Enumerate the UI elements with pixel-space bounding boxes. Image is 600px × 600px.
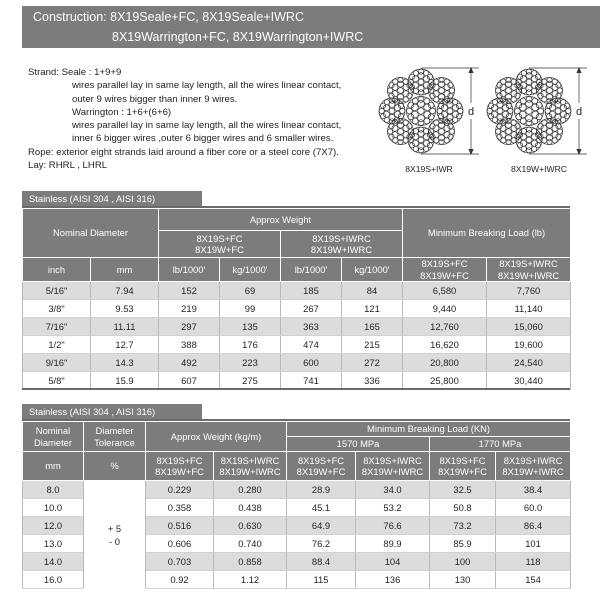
cell-1770-fc: 130 (430, 571, 496, 589)
cell-1570-fc: 28.9 (287, 481, 356, 499)
cell-mbl-iwrc: 7,760 (487, 282, 571, 300)
cell-mm: 10.0 (23, 499, 84, 517)
description-line: Lay: RHRL , LHRL (28, 160, 108, 172)
header-1770-iwrc (496, 452, 571, 481)
cell-1770-fc: 100 (430, 553, 496, 571)
table-row (23, 336, 571, 354)
header-min-breaking-load: Minimum Breaking Load (lb) (403, 209, 571, 258)
metric-spec-table (22, 421, 571, 589)
header-weight-sfc (146, 452, 214, 481)
cell-1570-fc: 45.1 (287, 499, 356, 517)
cell-mbl-iwrc: 19,600 (487, 336, 571, 354)
cell-kg-fc: 176 (220, 336, 281, 354)
header-unit-inch: inch (23, 258, 91, 282)
cell-mm: 14.0 (23, 553, 84, 571)
cell-1570-iwrc: 104 (356, 553, 430, 571)
header-1570-sfc (287, 452, 356, 481)
cell-mm: 11.11 (91, 318, 159, 336)
cell-mbl-iwrc: 11,140 (487, 300, 571, 318)
cell-lb-iwrc: 267 (281, 300, 342, 318)
cell-1770-iwrc: 118 (496, 553, 571, 571)
header-1770-sfc-line1: 8X19S+FC (439, 454, 486, 466)
cell-lb-fc: 297 (159, 318, 220, 336)
header-1770-iwrc-line1: 8X19S+IWRC (503, 454, 563, 466)
section-label-imperial: Stainless (AISI 304 , AISI 316) (22, 191, 202, 206)
cell-mbl-iwrc: 30,440 (487, 372, 571, 390)
cell-kg-iwrc: 336 (342, 372, 403, 390)
header-unit-lb-fc: lb/1000' (159, 258, 220, 282)
header-1570-sfc-line1: 8X19S+FC (297, 454, 345, 466)
header-nominal-diameter: Nominal Diameter (23, 209, 159, 258)
description-line: outer 9 wires bigger than inner 9 wires. (72, 93, 238, 105)
header-1570-mpa: 1570 MPa (287, 437, 430, 452)
header-approx-weight: Approx Weight (159, 209, 403, 231)
cell-1770-fc: 32.5 (430, 481, 496, 499)
cell-weight-fc: 0.516 (146, 517, 214, 535)
construction-line-1: Construction: 8X19Seale+FC, 8X19Seale+IWRC (33, 10, 304, 24)
rope-diagrams (376, 62, 596, 182)
header-unit-mm: mm (23, 452, 84, 481)
header-1770-sfc-line2: 8X19W+FC (438, 466, 487, 477)
table-bottom-rule (22, 388, 570, 390)
tolerance-line1: + 5 (107, 522, 122, 534)
svg-text:d: d (575, 106, 583, 118)
header-diameter-tolerance (84, 422, 146, 452)
svg-text:d: d (467, 106, 475, 118)
cell-1770-fc: 73.2 (430, 517, 496, 535)
cell-kg-iwrc: 165 (342, 318, 403, 336)
cell-1770-iwrc: 86.4 (496, 517, 571, 535)
header-group-sfc-line2: 8X19W+FC (195, 244, 244, 255)
cell-1770-iwrc: 154 (496, 571, 571, 589)
header-min-breaking-load: Minimum Breaking Load (KN) (287, 422, 571, 437)
cell-1770-iwrc: 60.0 (496, 499, 571, 517)
cell-weight-fc: 0.229 (146, 481, 214, 499)
cell-kg-iwrc: 84 (342, 282, 403, 300)
cell-1570-fc: 88.4 (287, 553, 356, 571)
cell-1570-iwrc: 89.9 (356, 535, 430, 553)
header-group-iwrc (281, 231, 403, 258)
header-unit-kg-fc: kg/1000' (220, 258, 281, 282)
cell-kg-fc: 135 (220, 318, 281, 336)
header-weight-iwrc (214, 452, 287, 481)
cell-weight-fc: 0.606 (146, 535, 214, 553)
cell-kg-iwrc: 121 (342, 300, 403, 318)
description-line: wires parallel lay in same lay length, all the wires linear contact, (72, 120, 342, 132)
cell-mm: 15.9 (91, 372, 159, 390)
header-mbl-iwrc (487, 258, 571, 282)
header-group-sfc-line1: 8X19S+FC (196, 232, 243, 244)
cell-1570-iwrc: 136 (356, 571, 430, 589)
cell-1570-fc: 64.9 (287, 517, 356, 535)
header-1570-iwrc-line1: 8X19S+IWRC (363, 454, 422, 466)
cell-lb-fc: 492 (159, 354, 220, 372)
cell-mm: 12.7 (91, 336, 159, 354)
cell-diameter-tolerance (84, 481, 146, 589)
cell-weight-iwrc: 0.280 (214, 481, 287, 499)
header-unit-kg-iwrc: kg/1000' (342, 258, 403, 282)
cell-inch: 5/8" (23, 372, 91, 390)
cell-mbl-fc: 20,800 (403, 354, 487, 372)
cell-kg-iwrc: 215 (342, 336, 403, 354)
cell-lb-iwrc: 741 (281, 372, 342, 390)
cell-inch: 1/2" (23, 336, 91, 354)
cell-1570-iwrc: 53.2 (356, 499, 430, 517)
header-weight-iwrc-line1: 8X19S+IWRC (220, 454, 280, 466)
header-group-sfc (159, 231, 281, 258)
rope-cross-section-8x19w-iwrc-icon (484, 62, 594, 160)
cell-mm: 8.0 (23, 481, 84, 499)
section-label-metric: Stainless (AISI 304 , AISI 316) (22, 404, 202, 419)
header-mbl-iwrc-line1: 8X19S+IWRC (499, 258, 558, 269)
cell-1770-fc: 85.9 (430, 535, 496, 553)
table-row (23, 354, 571, 372)
header-group-iwrc-line1: 8X19S+IWRC (312, 232, 371, 244)
cell-mm: 13.0 (23, 535, 84, 553)
header-weight-sfc-line1: 8X19S+FC (156, 454, 203, 466)
cell-inch: 5/16" (23, 282, 91, 300)
header-1570-iwrc (356, 452, 430, 481)
header-1770-mpa: 1770 MPa (430, 437, 571, 452)
table-row (23, 318, 571, 336)
rope-caption-right: 8X19W+IWRC (510, 164, 568, 174)
cell-lb-fc: 219 (159, 300, 220, 318)
cell-weight-iwrc: 0.858 (214, 553, 287, 571)
cell-mbl-fc: 12,760 (403, 318, 487, 336)
header-approx-weight: Approx Weight (kg/m) (146, 422, 287, 452)
construction-banner (22, 6, 600, 48)
cell-kg-fc: 275 (220, 372, 281, 390)
cell-weight-fc: 0.703 (146, 553, 214, 571)
cell-inch: 7/16" (23, 318, 91, 336)
cell-lb-fc: 607 (159, 372, 220, 390)
header-unit-mm: mm (91, 258, 159, 282)
header-unit-percent: % (84, 452, 146, 481)
cell-1570-iwrc: 34.0 (356, 481, 430, 499)
tolerance-line2: - 0 (109, 535, 120, 547)
description-block (28, 66, 378, 172)
cell-mm: 12.0 (23, 517, 84, 535)
cell-mm: 9.53 (91, 300, 159, 318)
cell-1770-iwrc: 101 (496, 535, 571, 553)
cell-mm: 16.0 (23, 571, 84, 589)
cell-lb-iwrc: 600 (281, 354, 342, 372)
cell-1570-fc: 115 (287, 571, 356, 589)
cell-mm: 14.3 (91, 354, 159, 372)
table-row (23, 282, 571, 300)
table-row (23, 481, 571, 499)
cell-inch: 3/8" (23, 300, 91, 318)
cell-weight-fc: 0.358 (146, 499, 214, 517)
description-line: wires parallel lay in same lay length, all the wires linear contact, (72, 80, 342, 92)
header-unit-lb-iwrc: lb/1000' (281, 258, 342, 282)
cell-weight-iwrc: 1.12 (214, 571, 287, 589)
rope-caption-left: 8X19S+IWR (405, 164, 453, 174)
cell-mbl-fc: 9,440 (403, 300, 487, 318)
cell-kg-fc: 223 (220, 354, 281, 372)
header-group-iwrc-line2: 8X19W+IWRC (310, 244, 373, 255)
cell-weight-iwrc: 0.630 (214, 517, 287, 535)
header-1770-sfc (430, 452, 496, 481)
rope-cross-section-8x19s-iwr-icon (376, 62, 486, 160)
cell-1770-iwrc: 38.4 (496, 481, 571, 499)
cell-lb-fc: 388 (159, 336, 220, 354)
cell-mbl-fc: 16,620 (403, 336, 487, 354)
table-row (23, 300, 571, 318)
table-row (23, 372, 571, 390)
header-weight-iwrc-line2: 8X19W+IWRC (219, 466, 281, 477)
cell-weight-iwrc: 0.438 (214, 499, 287, 517)
cell-kg-iwrc: 272 (342, 354, 403, 372)
cell-lb-iwrc: 185 (281, 282, 342, 300)
cell-mbl-fc: 6,580 (403, 282, 487, 300)
construction-line-2: 8X19Warrington+FC, 8X19Warrington+IWRC (112, 30, 364, 44)
header-1570-sfc-line2: 8X19W+FC (296, 466, 346, 477)
header-1770-iwrc-line2: 8X19W+IWRC (502, 466, 564, 477)
cell-1770-fc: 50.8 (430, 499, 496, 517)
cell-lb-iwrc: 363 (281, 318, 342, 336)
cell-mbl-fc: 25,800 (403, 372, 487, 390)
cell-kg-fc: 99 (220, 300, 281, 318)
cell-lb-fc: 152 (159, 282, 220, 300)
header-nominal-line1: Nominal Diameter (33, 425, 73, 448)
description-line: Rope: exterior eight strands laid around a fiber core or a steel core (7X7). (28, 146, 339, 158)
cell-1570-iwrc: 76.6 (356, 517, 430, 535)
cell-mm: 7.94 (91, 282, 159, 300)
header-weight-sfc-line2: 8X19W+FC (155, 466, 204, 477)
cell-inch: 9/16" (23, 354, 91, 372)
header-mbl-iwrc-line2: 8X19W+IWRC (497, 269, 560, 281)
imperial-spec-table (22, 208, 571, 390)
description-line: Strand: Seale : 1+9+9 (28, 67, 122, 78)
cell-1570-fc: 76.2 (287, 535, 356, 553)
cell-mbl-iwrc: 15,060 (487, 318, 571, 336)
cell-weight-fc: 0.92 (146, 571, 214, 589)
cell-kg-fc: 69 (220, 282, 281, 300)
description-line: inner 6 bigger wires ,outer 6 bigger wires and 6 smaller wires. (72, 133, 334, 145)
header-mbl-sfc-line1: 8X19S+FC (421, 258, 468, 269)
header-mbl-sfc (403, 258, 487, 282)
cell-lb-iwrc: 474 (281, 336, 342, 354)
header-1570-iwrc-line2: 8X19W+IWRC (361, 466, 424, 477)
cell-weight-iwrc: 0.740 (214, 535, 287, 553)
cell-mbl-iwrc: 24,540 (487, 354, 571, 372)
header-mbl-sfc-line2: 8X19W+FC (420, 269, 469, 281)
description-line: Warrington : 1+6+(6+6) (72, 106, 172, 118)
header-nominal-diameter (23, 422, 84, 452)
header-tolerance-line1: Diameter Tolerance (94, 425, 135, 448)
